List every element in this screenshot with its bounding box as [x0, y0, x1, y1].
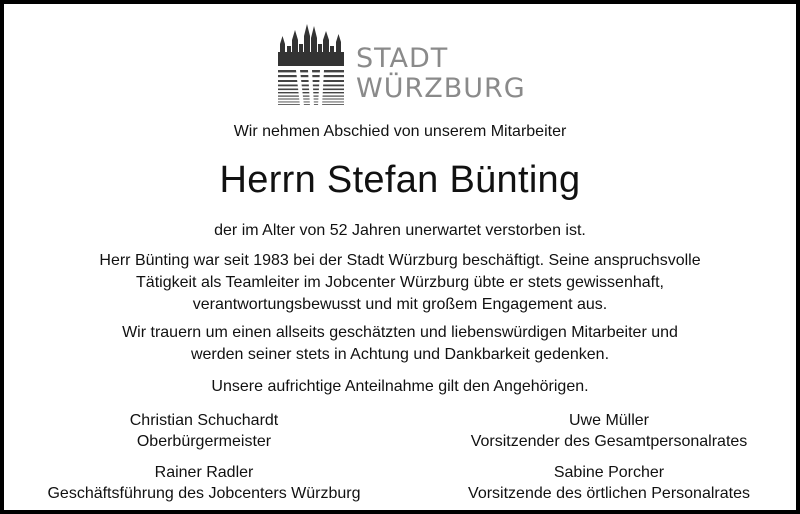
signatory-role: Geschäftsführung des Jobcenters Würzburg — [47, 485, 361, 502]
signature-block — [24, 462, 384, 504]
tribute-paragraph — [4, 250, 796, 316]
condolence-line: Unsere aufrichtige Anteilnahme gilt den Angehörigen. — [211, 378, 589, 395]
signatory-role: Vorsitzender des Gesamtpersonalrates — [470, 433, 748, 450]
city-logo — [276, 22, 536, 108]
logo-line-stadt: STADT — [356, 43, 449, 74]
tribute-line: verantwortungsbewusst und mit großem Engagement aus. — [192, 296, 608, 313]
deceased-name: Herrn Stefan Bünting — [219, 159, 581, 201]
intro-line: Wir nehmen Abschied von unserem Mitarbeiter — [233, 123, 567, 140]
mourning-line: werden seiner stets in Achtung und Dankbarkeit gedenken. — [190, 346, 610, 363]
mourning-paragraph — [4, 322, 796, 366]
logo-line-wuerzburg: WÜRZBURG — [356, 73, 526, 104]
signatory-name: Sabine Porcher — [553, 464, 665, 481]
signatory-name: Uwe Müller — [568, 412, 649, 429]
mourning-line: Wir trauern um einen allseits geschätzten und liebenswürdigen Mitarbeiter und — [122, 324, 678, 341]
signatory-role: Vorsitzende des örtlichen Personalrates — [468, 485, 750, 502]
age-line: der im Alter von 52 Jahren unerwartet verstorben ist. — [214, 222, 586, 239]
tribute-line: Herr Bünting war seit 1983 bei der Stadt Würzburg beschäftigt. Seine anspruchsvolle — [99, 252, 701, 269]
signature-block — [24, 410, 384, 452]
signatory-name: Christian Schuchardt — [129, 412, 279, 429]
city-skyline-icon — [278, 22, 344, 106]
tribute-line: Tätigkeit als Teamleiter im Jobcenter Würzburg übte er stets gewissenhaft, — [136, 274, 664, 291]
city-logo-text — [356, 44, 526, 104]
signatory-name: Rainer Radler — [154, 464, 254, 481]
signatory-role: Oberbürgermeister — [136, 433, 272, 450]
signature-block — [444, 462, 774, 504]
signature-block — [444, 410, 774, 452]
